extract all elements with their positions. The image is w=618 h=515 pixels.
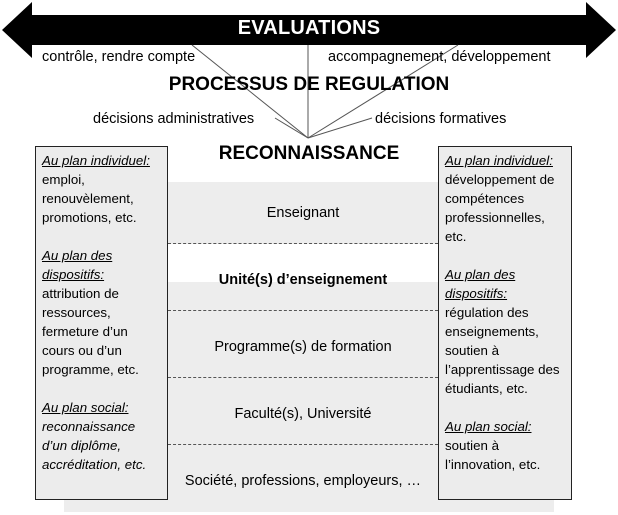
administrative-decisions-label: décisions administratives: [93, 111, 255, 127]
level-teacher: Enseignant: [266, 205, 340, 221]
right-devices-text: régulation des enseignements, soutien à l’apprentissage des étudiants, etc.: [445, 305, 560, 396]
right-devices-block: [445, 265, 566, 398]
left-social-block: [42, 398, 162, 474]
level-society: Société, professions, employeurs, …: [184, 473, 422, 489]
right-social-block: [445, 417, 566, 474]
left-devices-heading: Au plan des dispositifs:: [42, 248, 113, 282]
level-course-units: Unité(s) d’enseignement: [218, 272, 388, 288]
connector-left-decision: [275, 118, 308, 138]
left-individual-text: emploi, renouvèlement, promotions, etc.: [42, 172, 137, 225]
regulation-title: PROCESSUS DE REGULATION: [168, 74, 450, 95]
level-divider: [168, 377, 438, 378]
right-social-heading: Au plan social:: [445, 419, 532, 434]
right-individual-heading: Au plan individuel:: [445, 153, 553, 168]
left-panel: [35, 146, 168, 500]
support-label: accompagnement, développement: [328, 49, 551, 65]
right-social-text: soutien à l’innovation, etc.: [445, 438, 541, 472]
right-panel: [438, 146, 572, 500]
recognition-title: RECONNAISSANCE: [218, 143, 400, 164]
right-individual-block: [445, 151, 566, 246]
level-programs: Programme(s) de formation: [214, 339, 392, 355]
formative-decisions-label: décisions formatives: [375, 111, 507, 127]
evaluations-title: EVALUATIONS: [237, 17, 381, 39]
connector-right-decision: [308, 118, 372, 138]
level-divider: [168, 444, 438, 445]
left-individual-block: [42, 151, 162, 227]
left-social-text: reconnaissance d’un diplôme, accréditation, etc.: [42, 419, 147, 472]
level-divider: [168, 310, 438, 311]
right-individual-text: développement de compétences professionnelles, etc.: [445, 172, 555, 244]
right-devices-heading: Au plan des dispositifs:: [445, 267, 516, 301]
level-faculty-university: Faculté(s), Université: [234, 406, 372, 422]
left-individual-heading: Au plan individuel:: [42, 153, 150, 168]
left-devices-block: [42, 246, 162, 379]
control-label: contrôle, rendre compte: [42, 49, 196, 65]
left-social-heading: Au plan social:: [42, 400, 129, 415]
left-devices-text: attribution de ressources, fermeture d’un cours ou d’un programme, etc.: [42, 286, 139, 377]
